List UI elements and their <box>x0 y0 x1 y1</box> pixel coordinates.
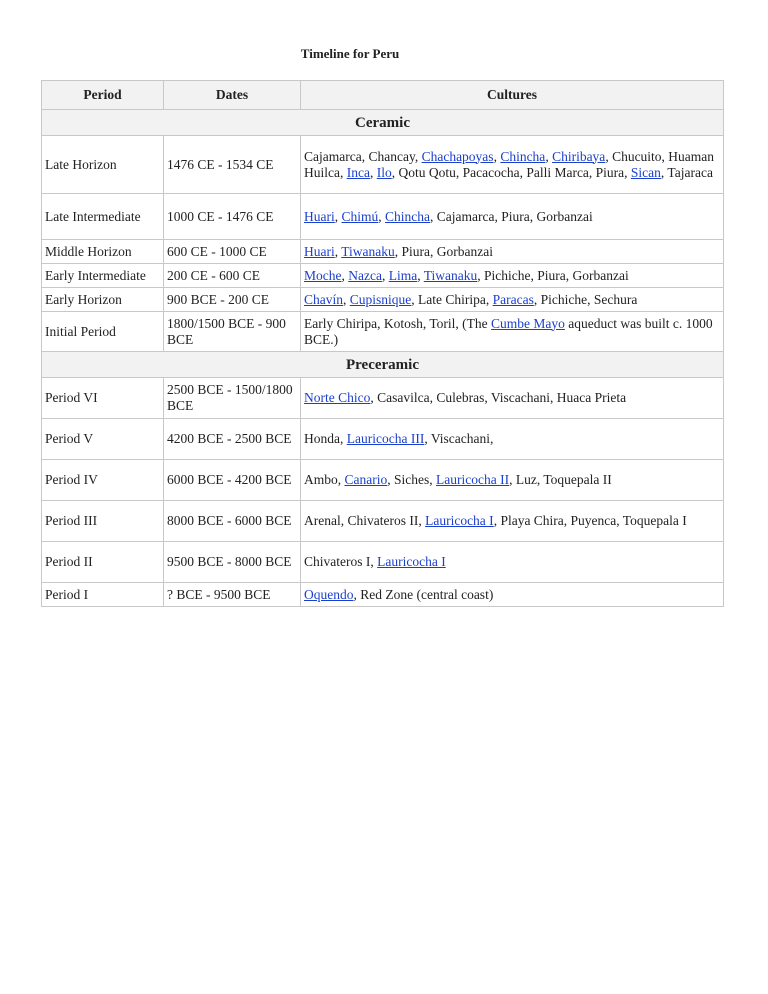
dates-column-header: Dates <box>164 81 301 110</box>
culture-link[interactable]: Moche <box>304 267 342 283</box>
table-row <box>42 136 724 194</box>
culture-link[interactable]: Cumbe Mayo <box>491 315 565 331</box>
cultures-cell <box>301 136 724 194</box>
culture-link[interactable]: Lauricocha I <box>425 513 494 528</box>
table-row <box>42 501 724 542</box>
culture-text: , <box>334 243 342 259</box>
period-cell: Initial Period <box>42 312 164 352</box>
dates-cell: 9500 BCE - 8000 BCE <box>164 542 301 583</box>
culture-text: , Pichiche, Piura, Gorbanzai <box>477 267 629 283</box>
dates-cell: 1800/1500 BCE - 900 BCE <box>164 312 301 352</box>
period-column-header: Period <box>42 81 164 110</box>
culture-text: , <box>378 208 386 224</box>
table-row <box>42 419 724 460</box>
culture-link[interactable]: Canario <box>344 472 388 487</box>
period-cell: Period III <box>42 501 164 542</box>
culture-text: Arenal, Chivateros II, <box>304 513 426 528</box>
culture-text: , Tajaraca <box>660 164 713 180</box>
table-row <box>42 312 724 352</box>
culture-text: Chivateros I, <box>304 554 378 569</box>
culture-text: , Viscachani, <box>424 431 494 446</box>
culture-link[interactable]: Inca <box>346 164 370 180</box>
cultures-cell <box>301 288 724 312</box>
section-heading: Preceramic <box>42 352 724 378</box>
cultures-cell <box>301 460 724 501</box>
culture-text: , Late Chiripa, <box>411 291 493 307</box>
culture-link[interactable]: Sican <box>630 164 661 180</box>
culture-text: , Luz, Toquepala II <box>509 472 612 487</box>
culture-text: , <box>493 148 501 164</box>
culture-link[interactable]: Chachapoyas <box>421 148 494 164</box>
culture-link[interactable]: Lima <box>388 267 418 283</box>
period-cell: Late Intermediate <box>42 194 164 240</box>
culture-text: , <box>334 208 342 224</box>
section-row-preceramic <box>42 352 724 378</box>
dates-cell: 8000 BCE - 6000 BCE <box>164 501 301 542</box>
period-cell: Period IV <box>42 460 164 501</box>
culture-link[interactable]: Huari <box>304 243 335 259</box>
dates-cell: 600 CE - 1000 CE <box>164 240 301 264</box>
culture-link[interactable]: Chimú <box>341 208 379 224</box>
culture-link[interactable]: Huari <box>304 208 335 224</box>
table-row <box>42 264 724 288</box>
culture-text: , Pichiche, Sechura <box>533 291 638 307</box>
cultures-cell <box>301 264 724 288</box>
table-row <box>42 288 724 312</box>
culture-link[interactable]: Norte Chico <box>304 390 371 405</box>
culture-text: , <box>545 148 553 164</box>
culture-text: , Cajamarca, Piura, Gorbanzai <box>430 208 593 224</box>
period-cell: Period VI <box>42 378 164 419</box>
culture-text: aqueduct was built c. 1000 BCE.) <box>304 315 713 347</box>
table-row <box>42 460 724 501</box>
cultures-cell <box>301 240 724 264</box>
culture-link[interactable]: Chavín <box>304 291 343 307</box>
document-title: Timeline for Peru <box>300 46 400 61</box>
culture-text: , <box>341 267 349 283</box>
culture-text: , Piura, Gorbanzai <box>394 243 493 259</box>
period-cell: Period II <box>42 542 164 583</box>
cultures-cell <box>301 378 724 419</box>
period-cell: Late Horizon <box>42 136 164 194</box>
culture-text: Ambo, <box>304 472 345 487</box>
dates-cell: 2500 BCE - 1500/1800 BCE <box>164 378 301 419</box>
section-heading: Ceramic <box>42 110 724 136</box>
culture-link[interactable]: Chincha <box>500 148 546 164</box>
culture-text: , <box>381 267 389 283</box>
table-row <box>42 583 724 607</box>
dates-cell: 4200 BCE - 2500 BCE <box>164 419 301 460</box>
culture-text: , Playa Chira, Puyenca, Toquepala I <box>493 513 687 528</box>
culture-link[interactable]: Chincha <box>385 208 431 224</box>
dates-cell: 1000 CE - 1476 CE <box>164 194 301 240</box>
period-cell: Period V <box>42 419 164 460</box>
culture-link[interactable]: Oquendo <box>304 586 354 602</box>
culture-text: , Siches, <box>387 472 436 487</box>
period-cell: Period I <box>42 583 164 607</box>
culture-link[interactable]: Nazca <box>348 267 382 283</box>
culture-text: Honda, <box>304 431 347 446</box>
culture-link[interactable]: Chiribaya <box>552 148 606 164</box>
timeline-table <box>41 80 724 607</box>
dates-cell: 900 BCE - 200 CE <box>164 288 301 312</box>
table-row <box>42 542 724 583</box>
cultures-cell <box>301 501 724 542</box>
culture-text: , <box>417 267 424 283</box>
cultures-cell <box>301 312 724 352</box>
dates-cell: 200 CE - 600 CE <box>164 264 301 288</box>
period-cell: Middle Horizon <box>42 240 164 264</box>
culture-link[interactable]: Paracas <box>492 291 534 307</box>
culture-text: Cajamarca, Chancay, <box>304 148 422 164</box>
dates-cell: ? BCE - 9500 BCE <box>164 583 301 607</box>
cultures-cell <box>301 194 724 240</box>
cultures-cell <box>301 419 724 460</box>
culture-text: , Qotu Qotu, Pacacocha, Palli Marca, Piura, <box>391 164 631 180</box>
cultures-cell <box>301 542 724 583</box>
period-cell: Early Intermediate <box>42 264 164 288</box>
culture-text: , Casavilca, Culebras, Viscachani, Huaca Prieta <box>370 390 627 405</box>
header-row <box>42 81 724 110</box>
culture-link[interactable]: Tiwanaku <box>423 267 478 283</box>
culture-link[interactable]: Lauricocha III <box>346 431 425 446</box>
culture-link[interactable]: Cupisnique <box>349 291 412 307</box>
culture-text: , <box>369 164 377 180</box>
dates-cell: 6000 BCE - 4200 BCE <box>164 460 301 501</box>
table-row <box>42 240 724 264</box>
culture-text: Early Chiripa, Kotosh, Toril, (The <box>304 315 492 331</box>
period-cell: Early Horizon <box>42 288 164 312</box>
culture-link[interactable]: Ilo <box>376 164 392 180</box>
cultures-cell <box>301 583 724 607</box>
culture-link[interactable]: Tiwanaku <box>341 243 395 259</box>
culture-text: , Chucuito, Huaman Huilca, <box>304 148 715 180</box>
culture-text: , Red Zone (central coast) <box>353 586 494 602</box>
culture-link[interactable]: Lauricocha II <box>436 472 510 487</box>
dates-cell: 1476 CE - 1534 CE <box>164 136 301 194</box>
culture-link[interactable]: Lauricocha I <box>377 554 446 569</box>
table-row <box>42 194 724 240</box>
table-row <box>42 378 724 419</box>
cultures-column-header: Cultures <box>301 81 724 110</box>
culture-text: , <box>343 291 350 307</box>
section-row-ceramic <box>42 110 724 136</box>
